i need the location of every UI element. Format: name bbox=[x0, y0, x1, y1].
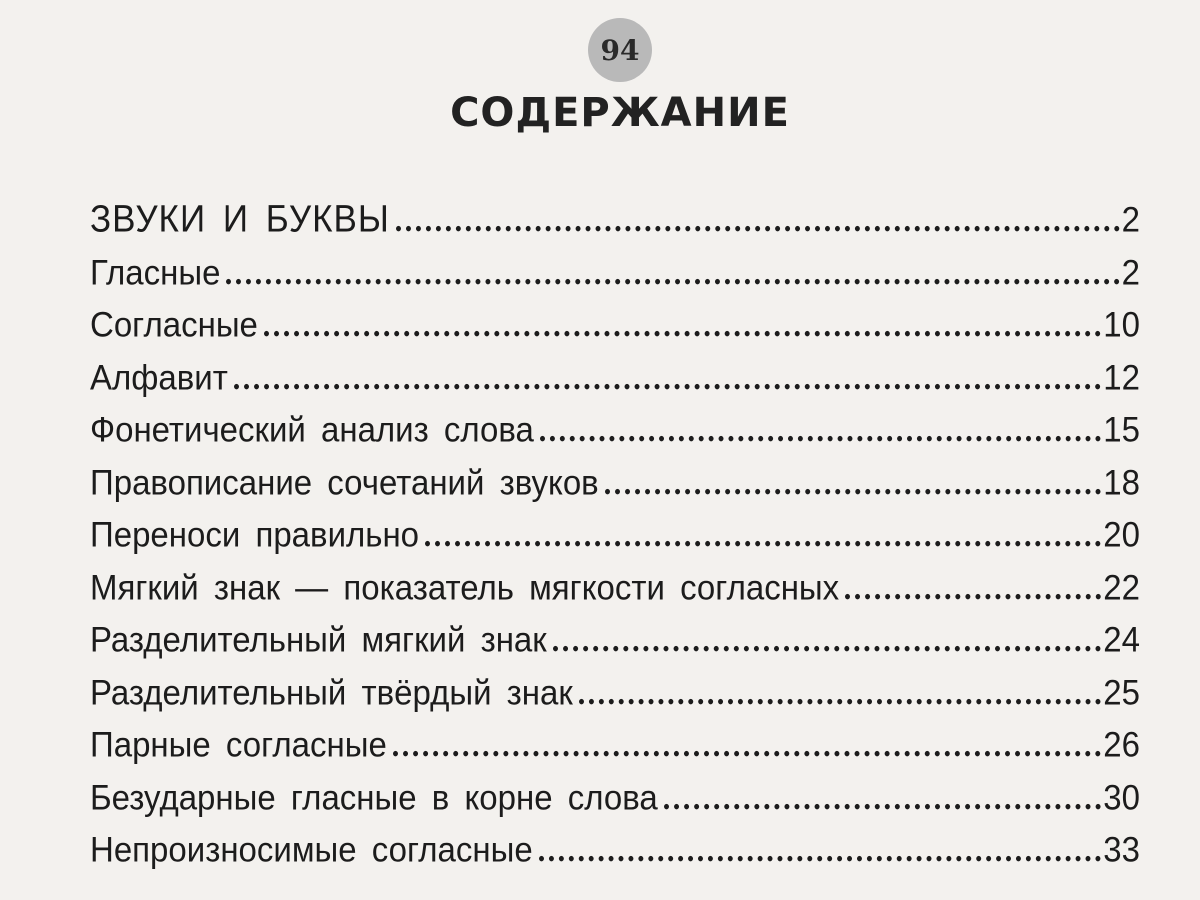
toc-entry-page: 20 bbox=[1103, 513, 1140, 554]
dot-leader bbox=[226, 278, 1119, 283]
toc-entry-page: 2 bbox=[1121, 250, 1140, 291]
toc-entry bbox=[90, 709, 1140, 766]
toc-entry-label: ЗВУКИ И БУКВЫ bbox=[90, 197, 390, 240]
toc-entry-label: Переноси правильно bbox=[90, 513, 420, 554]
toc-entry-label: Фонетический анализ слова bbox=[90, 408, 534, 449]
toc-entry bbox=[90, 236, 1140, 293]
dot-leader bbox=[425, 540, 1101, 545]
table-of-contents bbox=[90, 188, 1140, 871]
toc-entry bbox=[90, 341, 1140, 398]
dot-leader bbox=[579, 698, 1101, 703]
toc-entry-label: Мягкий знак — показатель мягкости согласных bbox=[90, 565, 840, 606]
toc-entry bbox=[90, 184, 1140, 241]
dot-leader bbox=[264, 330, 1101, 335]
toc-entry-page: 24 bbox=[1103, 618, 1140, 659]
toc-entry-label: Непроизносимые согласные bbox=[90, 828, 533, 869]
toc-entry-label: Разделительный мягкий знак bbox=[90, 618, 547, 659]
toc-entry-label: Парные согласные bbox=[90, 723, 387, 764]
dot-leader bbox=[664, 803, 1102, 808]
toc-entry-page: 25 bbox=[1103, 670, 1140, 711]
toc-entry-page: 22 bbox=[1103, 565, 1140, 606]
toc-entry-page: 12 bbox=[1103, 355, 1140, 396]
dot-leader bbox=[234, 383, 1101, 388]
page-number-badge bbox=[588, 18, 652, 82]
toc-entry-page: 26 bbox=[1103, 723, 1140, 764]
toc-entry-page: 2 bbox=[1121, 198, 1140, 239]
toc-entry bbox=[90, 394, 1140, 451]
toc-entry-page: 18 bbox=[1103, 460, 1140, 501]
toc-entry-label: Алфавит bbox=[90, 355, 228, 396]
toc-entry-label: Согласные bbox=[90, 303, 258, 344]
toc-entry bbox=[90, 761, 1140, 818]
toc-entry-label: Безударные гласные в корне слова bbox=[90, 775, 658, 816]
toc-entry-label: Разделительный твёрдый знак bbox=[90, 670, 573, 711]
dot-leader bbox=[396, 225, 1120, 230]
dot-leader bbox=[540, 435, 1101, 440]
toc-entry bbox=[90, 551, 1140, 608]
page-number: 94 bbox=[600, 33, 640, 67]
dot-leader bbox=[605, 488, 1102, 493]
dot-leader bbox=[539, 855, 1102, 860]
toc-entry bbox=[90, 499, 1140, 556]
page-title: СОДЕРЖАНИЕ bbox=[450, 90, 790, 136]
dot-leader bbox=[845, 593, 1101, 598]
dot-leader bbox=[553, 645, 1102, 650]
toc-entry bbox=[90, 814, 1140, 871]
dot-leader bbox=[393, 750, 1101, 755]
toc-entry bbox=[90, 289, 1140, 346]
toc-entry-label: Правописание сочетаний звуков bbox=[90, 460, 599, 501]
toc-entry-page: 10 bbox=[1103, 303, 1140, 344]
toc-entry bbox=[90, 604, 1140, 661]
toc-entry-label: Гласные bbox=[90, 250, 221, 291]
toc-entry-page: 15 bbox=[1103, 408, 1140, 449]
toc-entry bbox=[90, 656, 1140, 713]
toc-entry bbox=[90, 446, 1140, 503]
toc-entry-page: 33 bbox=[1103, 828, 1140, 869]
toc-entry-page: 30 bbox=[1103, 775, 1140, 816]
